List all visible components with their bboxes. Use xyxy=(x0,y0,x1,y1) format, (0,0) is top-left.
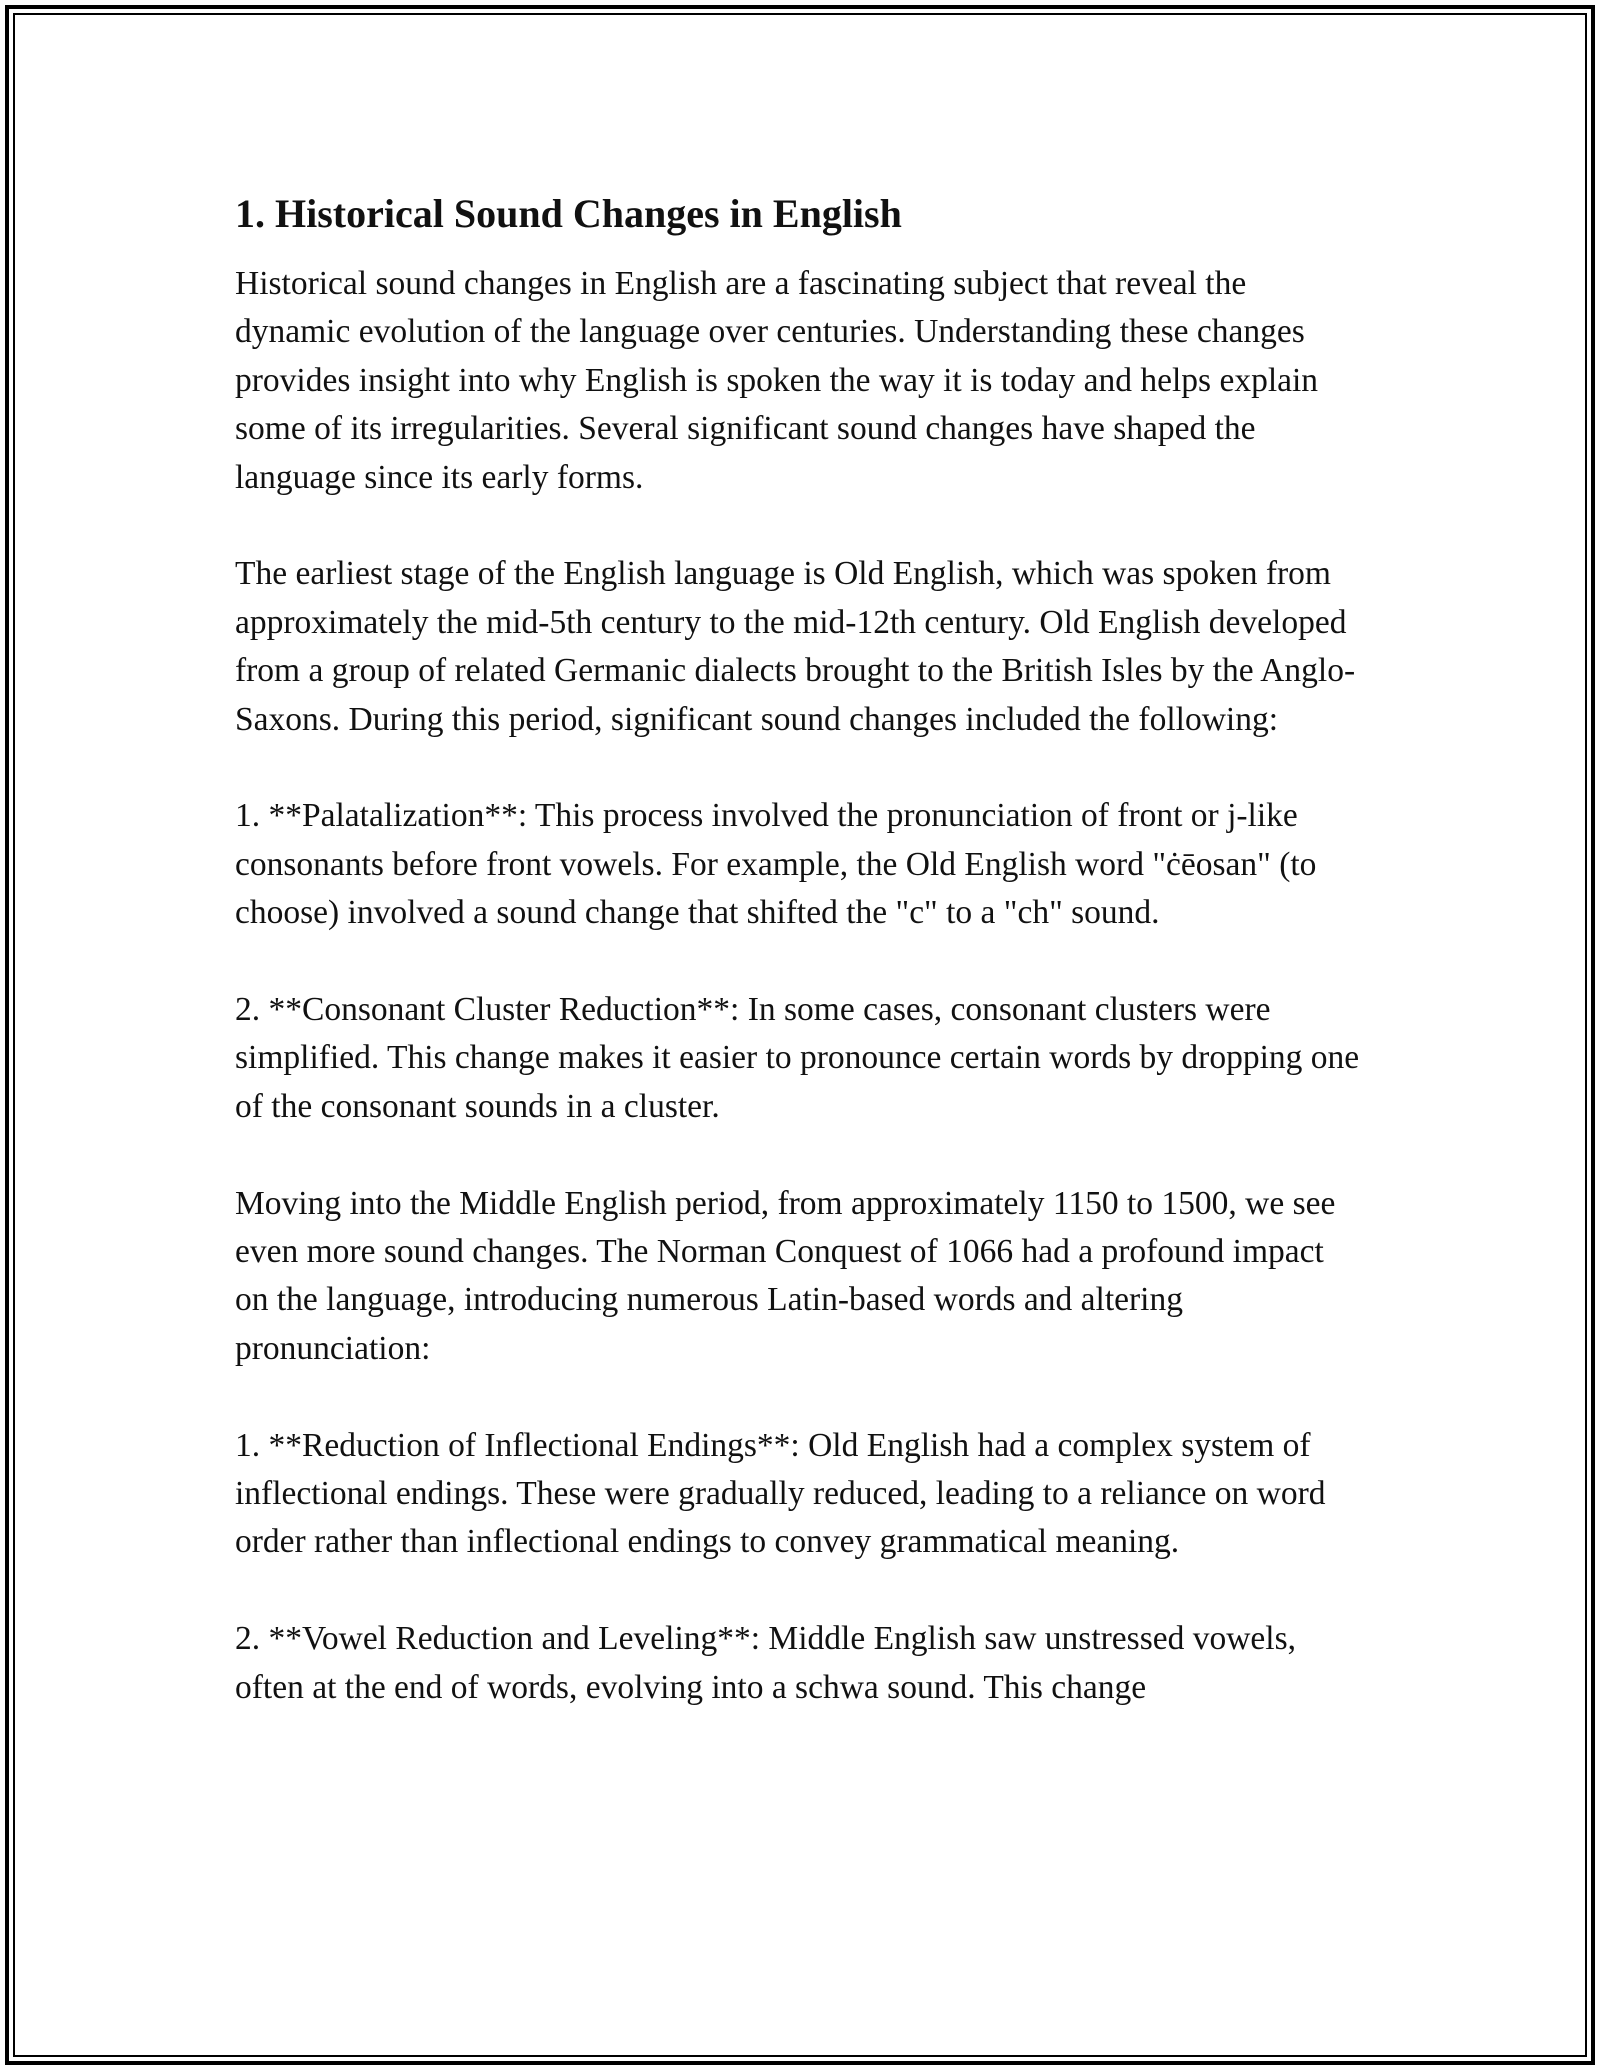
middle-english-paragraph: Moving into the Middle English period, from approximately 1150 to 1500, we see even more sound changes. The Norman Conquest of 1066 had a profound impact on the language, introducing numerous Latin-based words and altering pronunciation: xyxy=(235,1184,1336,1367)
intro-paragraph: Historical sound changes in English are a fascinating subject that reveal the dynamic evolution of the language over centuries. Understanding these changes provides insight into why English is spoken the way it is today and helps explain some of its irregularities. Several significant sound changes have shaped the language since its early forms. xyxy=(235,265,1319,496)
vowel-reduction-item: 2. **Vowel Reduction and Leveling**: Middle English saw unstressed vowels, often at the end of words, evolving into a schwa sound. This change xyxy=(235,1620,1297,1706)
document-body xyxy=(235,180,1365,1760)
palatalization-item: 1. **Palatalization**: This process involved the pronunciation of front or j-like consonants before front vowels. For example, the Old English word "ċēosan" (to choose) involved a sound change that shifted the "c" to a "ch" sound. xyxy=(235,797,1317,932)
section-heading: 1. Historical Sound Changes in English xyxy=(235,191,902,236)
old-english-paragraph: The earliest stage of the English language is Old English, which was spoken from approximately the mid-5th century to the mid-12th century. Old English developed from a group of related Germanic dialects brought to the British Isles by the Anglo-Saxons. During this period, significant sound changes included the following: xyxy=(235,555,1356,738)
inflectional-endings-item: 1. **Reduction of Inflectional Endings**: Old English had a complex system of inflectional endings. These were gradually reduced, leading to a reliance on word order rather than inflectional endings to convey grammatical meaning. xyxy=(235,1426,1326,1561)
consonant-cluster-item: 2. **Consonant Cluster Reduction**: In some cases, consonant clusters were simplified. This change makes it easier to pronounce certain words by dropping one of the consonant sounds in a cluster. xyxy=(235,991,1360,1125)
